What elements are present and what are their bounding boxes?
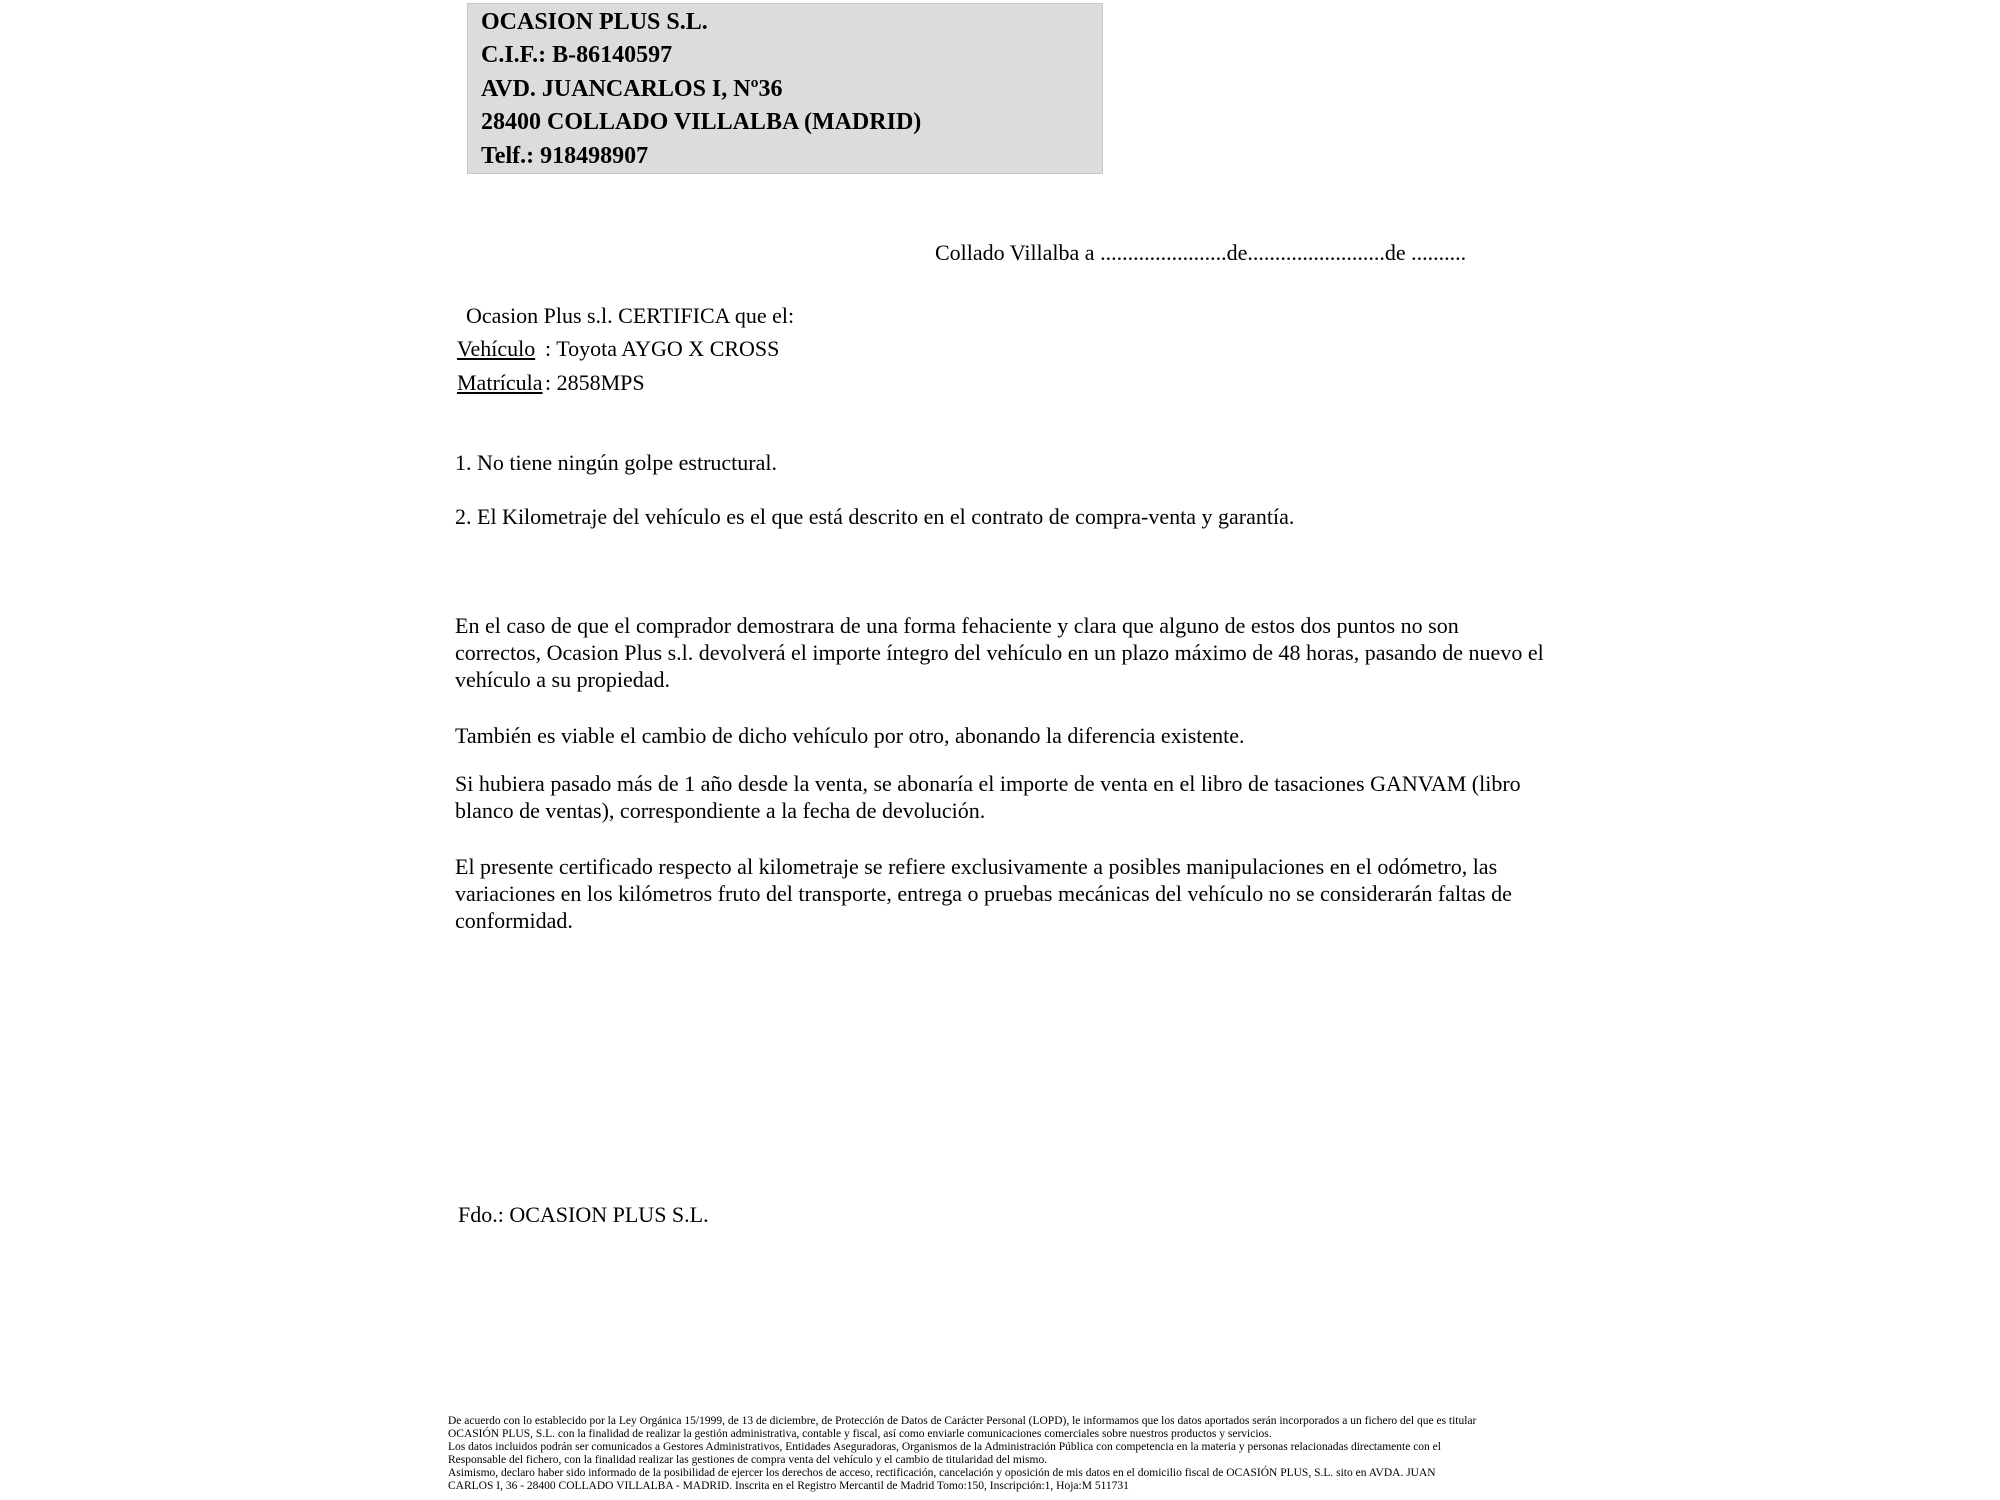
- paragraph-refund: En el caso de que el comprador demostrara de una forma fehaciente y clara que alguno de estos dos puntos no son correctos, Ocasion Plus s.l. devolverá el importe íntegro del vehículo en un plazo máximo de 48 horas, pasando de nuevo el vehículo a su propiedad.: [455, 613, 1544, 692]
- company-letterhead-box: [467, 3, 1103, 174]
- company-phone: Telf.: 918498907: [481, 142, 649, 169]
- vehicle-row: [457, 336, 779, 362]
- paragraph-exchange: También es viable el cambio de dicho vehículo por otro, abonando la diferencia existente.: [455, 723, 1245, 748]
- plate-value: : 2858MPS: [545, 370, 645, 395]
- legal-line: Los datos incluidos podrán ser comunicados a Gestores Administrativos, Entidades Aseguradoras, Organismos de la Administración Pública con competencia en la materia y personas relacionadas directamente con el: [448, 1441, 1441, 1453]
- legal-line: OCASIÓN PLUS, S.L. con la finalidad de realizar la gestión administrativa, contable y fiscal, así como enviarle comunicaciones comerciales sobre nuestros productos y servicios.: [448, 1428, 1272, 1440]
- plate-label: Matrícula: [457, 370, 543, 395]
- legal-line: CARLOS I, 36 - 28400 COLLADO VILLALBA - MADRID. Inscrita en el Registro Mercantil de Madrid Tomo:150, Inscripción:1, Hoja:M 511731: [448, 1480, 1129, 1492]
- vehicle-value: : Toyota AYGO X CROSS: [545, 336, 780, 361]
- vehicle-label: Vehículo: [457, 336, 536, 361]
- plate-label-column: [457, 370, 545, 396]
- legal-line: Asimismo, declaro haber sido informado de la posibilidad de ejercer los derechos de acceso, rectificación, cancelación y oposición de mis datos en el domicilio fiscal de OCASIÓN PLUS, S.L. sito en AVDA. JUAN: [448, 1467, 1436, 1479]
- clause-structural: 1. No tiene ningún golpe estructural.: [455, 450, 777, 475]
- company-name: OCASION PLUS S.L.: [481, 9, 708, 35]
- clause-mileage: 2. El Kilometraje del vehículo es el que está descrito en el contrato de compra-venta y garantía.: [455, 504, 1295, 529]
- plate-row: [457, 370, 645, 396]
- company-cif: C.I.F.: B-86140597: [481, 42, 673, 69]
- legal-line: Responsable del fichero, con la finalidad realizar las gestiones de compra venta del vehículo y el cambio de titularidad del mismo.: [448, 1454, 1048, 1466]
- date-place-line: Collado Villalba a .......................de.........................de ..........: [935, 240, 1467, 265]
- company-city: 28400 COLLADO VILLALBA (MADRID): [481, 109, 922, 136]
- signature-line: Fdo.: OCASION PLUS S.L.: [458, 1202, 709, 1227]
- legal-line: De acuerdo con lo establecido por la Ley Orgánica 15/1999, de 13 de diciembre, de Protección de Datos de Carácter Personal (LOPD), le informamos que los datos aportados serán incorporados a un fichero del que es titular: [448, 1415, 1477, 1427]
- company-address: AVD. JUANCARLOS I, Nº36: [481, 75, 783, 102]
- paragraph-odometer: El presente certificado respecto al kilometraje se refiere exclusivamente a posibles manipulaciones en el odómetro, las variaciones en los kilómetros fruto del transporte, entrega o pruebas mecánicas del vehículo no se considerarán faltas de conformidad.: [455, 854, 1512, 933]
- certification-intro: Ocasion Plus s.l. CERTIFICA que el:: [466, 303, 795, 328]
- legal-footer: [448, 1415, 1588, 1493]
- vehicle-label-column: [457, 336, 545, 362]
- paragraph-ganvam: Si hubiera pasado más de 1 año desde la venta, se abonaría el importe de venta en el libro de tasaciones GANVAM (libro blanco de ventas), correspondiente a la fecha de devolución.: [455, 771, 1521, 823]
